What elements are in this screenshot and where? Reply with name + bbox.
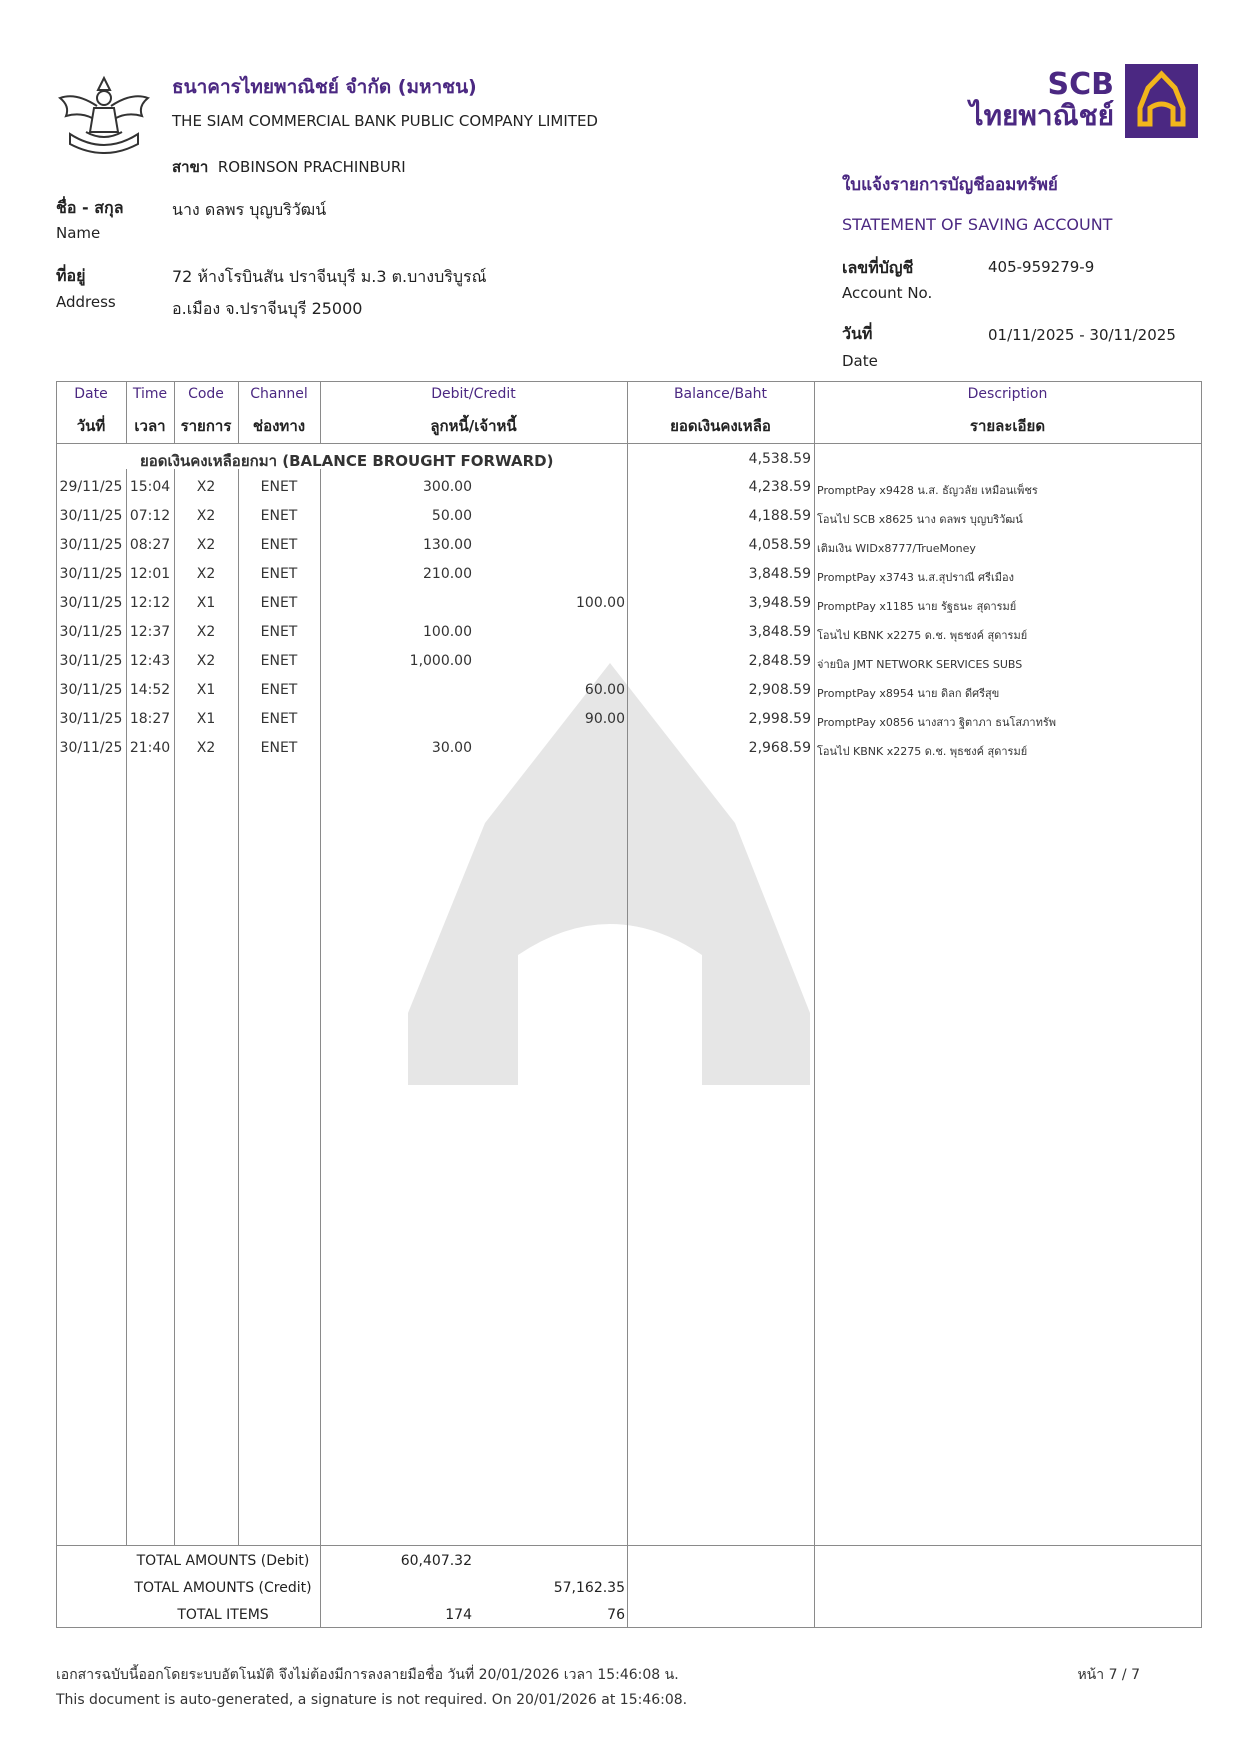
row-code: X2	[196, 653, 216, 669]
total-debit-amount: 60,407.32	[400, 1553, 472, 1569]
row-debit: 30.00	[431, 740, 472, 756]
brought-forward-label	[140, 449, 553, 473]
row-debit: 210.00	[423, 566, 472, 582]
royal-garuda-emblem-icon	[56, 72, 152, 154]
header-time-th: เวลา	[134, 417, 166, 435]
row-debit: 1,000.00	[409, 653, 472, 669]
row-date: 30/11/25	[59, 537, 123, 553]
row-date: 30/11/25	[59, 653, 123, 669]
address-label-en: Address	[56, 293, 116, 311]
branch-name: ROBINSON PRACHINBURI	[217, 158, 406, 176]
header-code-th: รายการ	[180, 417, 232, 435]
row-time: 18:27	[129, 711, 171, 727]
row-channel: ENET	[260, 595, 298, 611]
row-description: PromptPay x9428 น.ส. ธัญวลัย เหมือนเพ็ชร	[817, 484, 1038, 497]
row-description: โอนไป KBNK x2275 ด.ช. พุธชงค์ สุดารมย์	[817, 629, 1028, 642]
row-balance: 2,968.59	[748, 740, 811, 756]
branch-line	[172, 155, 406, 179]
row-debit: 100.00	[423, 624, 472, 640]
row-code: X1	[196, 595, 216, 611]
row-description: PromptPay x3743 น.ส.สุปราณี ศรีเมือง	[817, 571, 1014, 584]
row-date: 30/11/25	[59, 682, 123, 698]
row-date: 30/11/25	[59, 595, 123, 611]
row-balance: 3,848.59	[748, 624, 811, 640]
brought-forward-balance: 4,538.59	[748, 451, 811, 467]
row-channel: ENET	[260, 711, 298, 727]
statement-date-range: 01/11/2025 - 30/11/2025	[988, 326, 1176, 344]
row-channel: ENET	[260, 653, 298, 669]
row-description: โอนไป SCB x8625 นาง ดลพร บุญบริวัฒน์	[817, 513, 1023, 526]
header-channel-en: Channel	[250, 386, 308, 402]
row-description: PromptPay x0856 นางสาว ฐิตาภา ธนโสภาทรัพ	[817, 716, 1056, 729]
row-debit: 50.00	[431, 508, 472, 524]
row-date: 29/11/25	[59, 479, 123, 495]
statement-title-th: ใบแจ้งรายการบัญชีออมทรัพย์	[842, 175, 1058, 195]
row-balance: 4,188.59	[748, 508, 811, 524]
row-code: X2	[196, 508, 216, 524]
header-date-en: Date	[74, 386, 108, 402]
customer-name: นาง ดลพร บุญบริวัฒน์	[172, 200, 327, 219]
name-label-en: Name	[56, 224, 101, 242]
row-balance: 4,058.59	[748, 537, 811, 553]
account-label-th: เลขที่บัญชี	[842, 258, 914, 277]
scb-logo-icon	[1125, 64, 1198, 138]
row-channel: ENET	[260, 508, 298, 524]
bank-name-th: ธนาคารไทยพาณิชย์ จำกัด (มหาชน)	[172, 76, 477, 98]
row-time: 07:12	[129, 508, 171, 524]
header-channel-th: ช่องทาง	[252, 417, 306, 435]
row-time: 12:37	[129, 624, 171, 640]
address-line-2: อ.เมือง จ.ปราจีนบุรี 25000	[172, 299, 363, 318]
total-credit-items: 76	[607, 1607, 625, 1623]
header-code-en: Code	[188, 386, 224, 402]
row-time: 12:43	[129, 653, 171, 669]
row-date: 30/11/25	[59, 508, 123, 524]
address-label-th: ที่อยู่	[56, 266, 86, 285]
total-items-label: TOTAL ITEMS	[177, 1607, 269, 1623]
brought-forward-text: ยอดเงินคงเหลือยกมา (BALANCE BROUGHT FORWARD)	[140, 452, 554, 470]
row-code: X2	[196, 537, 216, 553]
row-balance: 3,848.59	[748, 566, 811, 582]
page-number: หน้า 7 / 7	[1077, 1667, 1140, 1683]
row-balance: 3,948.59	[748, 595, 811, 611]
row-time: 08:27	[129, 537, 171, 553]
row-date: 30/11/25	[59, 566, 123, 582]
scb-logo-text	[964, 67, 1114, 132]
row-description: โอนไป KBNK x2275 ด.ช. พุธชงค์ สุดารมย์	[817, 745, 1028, 758]
row-description: PromptPay x1185 นาย รัฐธนะ สุดารมย์	[817, 600, 1017, 613]
row-channel: ENET	[260, 479, 298, 495]
scb-logo-en: SCB	[1047, 67, 1114, 102]
bank-name-en: THE SIAM COMMERCIAL BANK PUBLIC COMPANY LIMITED	[172, 112, 598, 130]
row-balance: 4,238.59	[748, 479, 811, 495]
header-date-th: วันที่	[76, 417, 106, 435]
row-channel: ENET	[260, 682, 298, 698]
branch-label: สาขา	[172, 158, 209, 176]
date-label-en: Date	[842, 352, 878, 370]
account-label-en: Account No.	[842, 284, 933, 302]
row-code: X2	[196, 566, 216, 582]
row-balance: 2,848.59	[748, 653, 811, 669]
total-credit-label: TOTAL AMOUNTS (Credit)	[134, 1580, 312, 1596]
header-description-en: Description	[967, 386, 1048, 402]
header-description-th: รายละเอียด	[969, 417, 1046, 435]
row-date: 30/11/25	[59, 624, 123, 640]
row-description: จ่ายบิล JMT NETWORK SERVICES SUBS	[817, 658, 1023, 671]
header-debit-credit-en: Debit/Credit	[431, 386, 516, 402]
row-date: 30/11/25	[59, 711, 123, 727]
row-date: 30/11/25	[59, 740, 123, 756]
total-debit-items: 174	[445, 1607, 472, 1623]
row-time: 15:04	[129, 479, 171, 495]
row-credit: 60.00	[584, 682, 625, 698]
row-time: 12:12	[129, 595, 171, 611]
row-code: X2	[196, 624, 216, 640]
address-line-1: 72 ห้างโรบินสัน ปราจีนบุรี ม.3 ต.บางบริบูรณ์	[172, 267, 487, 286]
row-time: 14:52	[129, 682, 171, 698]
header-time-en: Time	[132, 386, 168, 402]
account-number: 405-959279-9	[988, 258, 1095, 276]
row-balance: 2,998.59	[748, 711, 811, 727]
row-code: X2	[196, 479, 216, 495]
row-balance: 2,908.59	[748, 682, 811, 698]
total-credit-amount: 57,162.35	[553, 1580, 625, 1596]
footer-note-th: เอกสารฉบับนี้ออกโดยระบบอัตโนมัติ จึงไม่ต้องมีการลงลายมือชื่อ วันที่ 20/01/2026 เวลา 15:46:08 น.	[56, 1667, 679, 1683]
row-credit: 100.00	[576, 595, 625, 611]
statement-title-en: STATEMENT OF SAVING ACCOUNT	[842, 215, 1113, 234]
row-channel: ENET	[260, 537, 298, 553]
row-debit: 130.00	[423, 537, 472, 553]
row-code: X1	[196, 711, 216, 727]
header-balance-en: Balance/Baht	[673, 386, 768, 402]
row-description: PromptPay x8954 นาย ดิลก ดีศรีสุข	[817, 687, 1000, 700]
row-time: 12:01	[129, 566, 171, 582]
total-debit-label: TOTAL AMOUNTS (Debit)	[136, 1553, 310, 1569]
row-time: 21:40	[129, 740, 171, 756]
row-debit: 300.00	[423, 479, 472, 495]
row-channel: ENET	[260, 624, 298, 640]
scb-logo-th: ไทยพาณิชย์	[969, 99, 1114, 132]
date-label-th: วันที่	[842, 324, 873, 343]
header-debit-credit-th: ลูกหนี้/เจ้าหนี้	[430, 417, 517, 435]
row-channel: ENET	[260, 566, 298, 582]
row-channel: ENET	[260, 740, 298, 756]
name-label-th: ชื่อ - สกุล	[56, 198, 124, 217]
row-credit: 90.00	[584, 711, 625, 727]
row-code: X1	[196, 682, 216, 698]
header-balance-th: ยอดเงินคงเหลือ	[670, 417, 771, 435]
row-description: เติมเงิน WIDx8777/TrueMoney	[817, 542, 976, 555]
footer-note-en: This document is auto-generated, a signature is not required. On 20/01/2026 at 15:46:08.	[56, 1692, 688, 1708]
row-code: X2	[196, 740, 216, 756]
